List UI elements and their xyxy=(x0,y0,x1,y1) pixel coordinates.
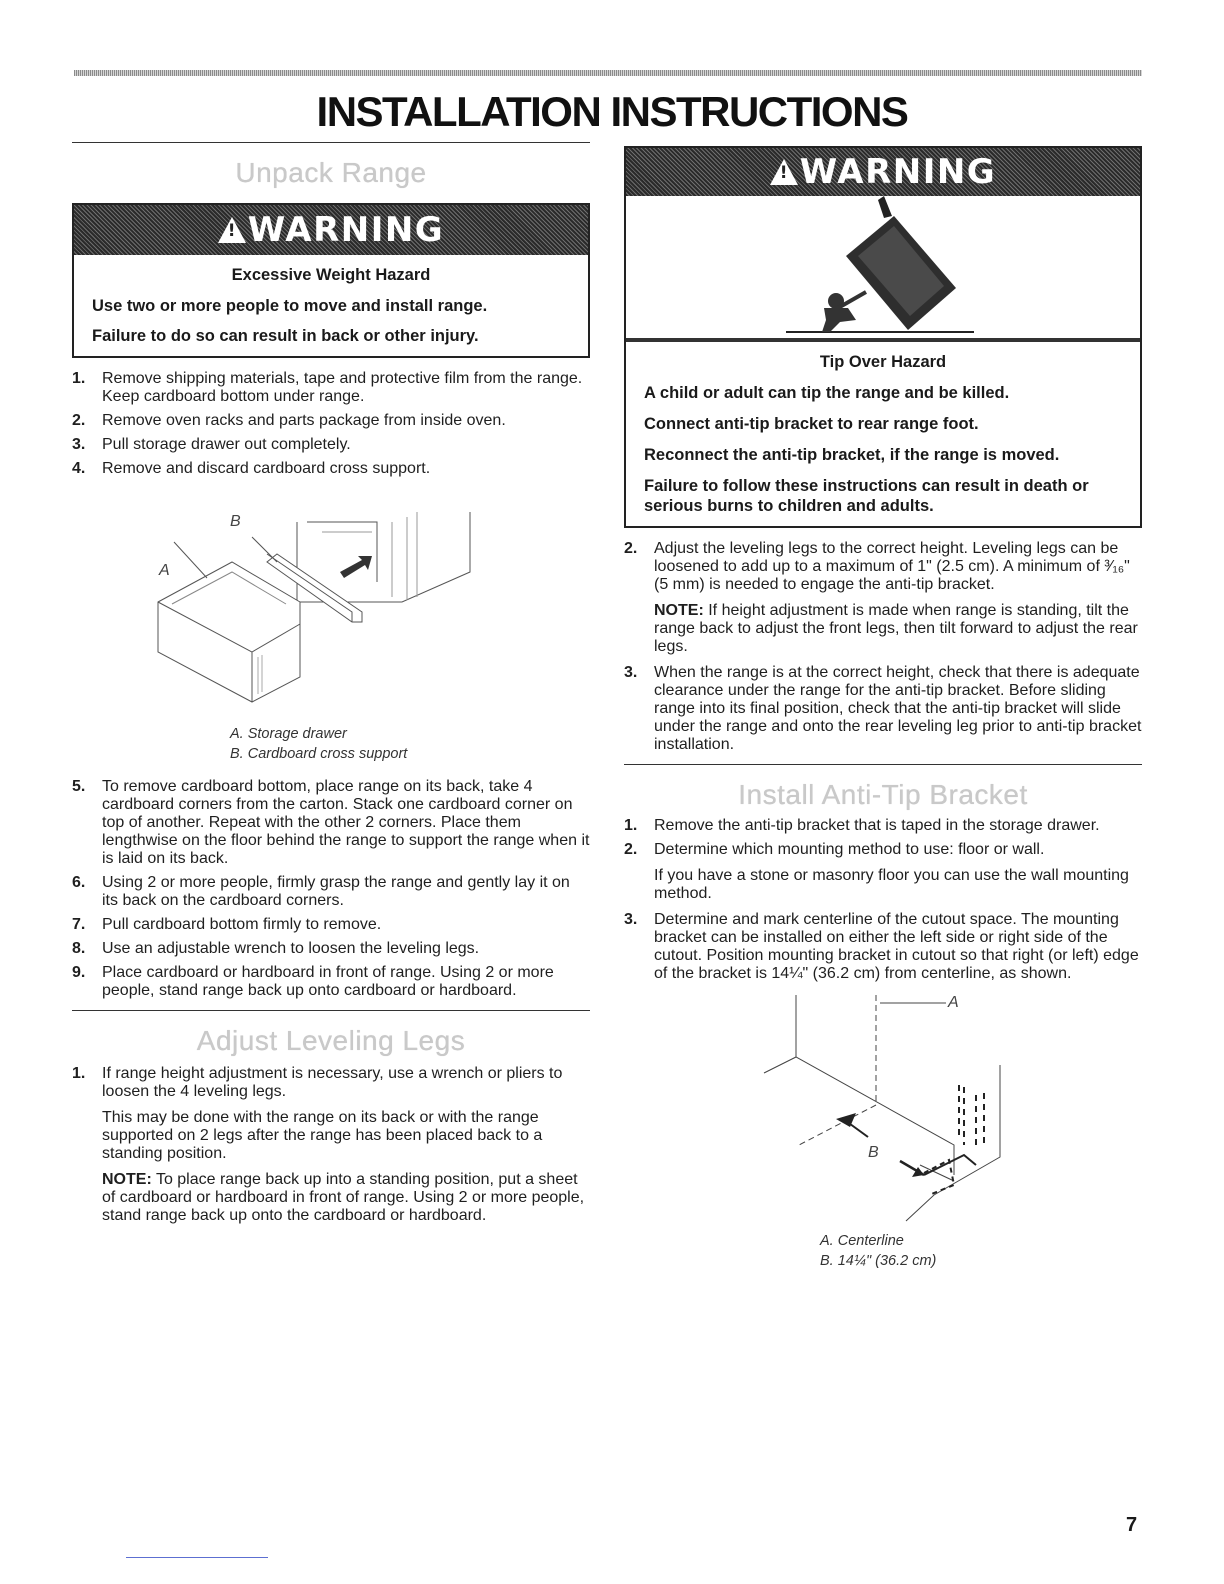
list-item: 7. Pull cardboard bottom firmly to remove. xyxy=(72,916,382,933)
caption-b: B. 14¼" (36.2 cm) xyxy=(820,1253,937,1269)
warning-header-label: WARNING xyxy=(799,152,997,192)
list-item: 1. If range height adjustment is necessary, use a wrench or pliers to loosen the 4 leveling legs. xyxy=(72,1065,563,1100)
leveling-steps-list xyxy=(624,540,1142,594)
figure-label-b: B xyxy=(868,1144,879,1161)
anti-tip-bracket-illustration xyxy=(624,995,1142,1227)
storage-drawer-caption xyxy=(230,724,590,764)
tip-over-illustration-area xyxy=(626,196,1140,342)
note-label: NOTE: xyxy=(654,602,704,619)
list-item: 2. Remove oven racks and parts package from inside oven. xyxy=(72,412,506,429)
list-item: 3. Determine and mark centerline of the cutout space. The mounting bracket can be installed on either the left side or right side of the cutout. Position mounting bracket in cutout so that right (or left) edge of the bracket is 14¼" (36.2 cm) from centerline, as shown. xyxy=(624,911,1139,982)
adjust-steps-list xyxy=(72,1065,590,1101)
figure-label-a: A xyxy=(948,995,959,1011)
section-divider xyxy=(72,1010,590,1011)
warning-header xyxy=(74,205,588,255)
note-text: To place range back up into a standing position, put a sheet of cardboard or hardboard in front of range. Using 2 or more people, stand range back up onto the cardboard or hardboard. xyxy=(102,1171,585,1224)
caption-a: A. Centerline xyxy=(820,1233,904,1249)
warning-body xyxy=(626,342,1140,526)
top-decorative-rule xyxy=(74,70,1142,76)
warning-line: Failure to follow these instructions can result in death or serious burns to children and adults. xyxy=(644,477,1089,515)
figure-label-b: B xyxy=(230,513,241,530)
weight-hazard-warning xyxy=(72,203,590,358)
warning-header-label: WARNING xyxy=(247,210,445,250)
left-column xyxy=(72,142,590,1225)
warning-header xyxy=(626,148,1140,196)
anti-tip-bracket-caption xyxy=(820,1231,1142,1271)
list-item: 2. Adjust the leveling legs to the correct height. Leveling legs can be loosened to add up to a maximum of 1" (2.5 cm). A minimum of ³⁄₁₆" (5 mm) is needed to engage the anti-tip bracket. xyxy=(624,540,1130,593)
arrow-icon xyxy=(340,556,372,578)
caption-a: A. Storage drawer xyxy=(230,726,347,742)
section-title-unpack-range: Unpack Range xyxy=(235,157,427,188)
hazard-title: Excessive Weight Hazard xyxy=(231,266,431,284)
tip-over-illustration xyxy=(626,196,1140,342)
tip-over-hazard-warning xyxy=(624,146,1142,528)
dimension-arrows xyxy=(836,1113,924,1177)
warning-triangle-icon xyxy=(770,159,798,185)
adjust-note xyxy=(102,1171,590,1225)
warning-body xyxy=(74,255,588,356)
note-label: NOTE: xyxy=(102,1171,152,1188)
list-item: 9. Place cardboard or hardboard in front of range. Using 2 or more people, stand range back up onto cardboard or hardboard. xyxy=(72,964,554,999)
anti-tip-paragraph: If you have a stone or masonry floor you can use the wall mounting method. xyxy=(654,867,1129,902)
anti-tip-bracket-figure xyxy=(624,995,1142,1227)
figure-label-a: A xyxy=(159,562,170,579)
list-item: 6. Using 2 or more people, firmly grasp the range and gently lay it on its back on the cardboard corners. xyxy=(72,874,570,909)
leveling-note xyxy=(654,602,1142,656)
section-divider xyxy=(72,142,590,143)
warning-line: Reconnect the anti-tip bracket, if the range is moved. xyxy=(644,446,1060,464)
caption-b: B. Cardboard cross support xyxy=(230,746,408,762)
unpack-steps-list xyxy=(72,370,590,478)
leveling-steps-list-continued xyxy=(624,664,1142,754)
list-item: 3. Pull storage drawer out completely. xyxy=(72,436,351,453)
list-item: 1. Remove the anti-tip bracket that is taped in the storage drawer. xyxy=(624,817,1100,834)
anti-tip-steps-list xyxy=(624,817,1142,859)
section-title-install-anti-tip-bracket: Install Anti-Tip Bracket xyxy=(738,779,1028,810)
warning-line: Use two or more people to move and install range. xyxy=(92,297,488,315)
note-text: If height adjustment is made when range is standing, tilt the range back to adjust the front legs, then tilt forward to adjust the rear legs. xyxy=(654,602,1138,655)
storage-drawer-illustration xyxy=(72,512,590,718)
warning-line: Failure to do so can result in back or other injury. xyxy=(92,327,479,345)
warning-line: A child or adult can tip the range and be killed. xyxy=(644,384,1010,402)
warning-triangle-icon xyxy=(218,217,246,243)
list-item: 1. Remove shipping materials, tape and protective film from the range. Keep cardboard bottom under range. xyxy=(72,370,583,405)
list-item: 4. Remove and discard cardboard cross support. xyxy=(72,460,431,477)
list-item: 3. When the range is at the correct height, check that there is adequate clearance under the range for the anti-tip bracket. Before sliding range into its final position, check that the anti-tip bracket will slide under the range and onto the rear leveling leg prior to anti-tip bracket installation. xyxy=(624,664,1142,753)
storage-drawer-figure xyxy=(72,512,590,718)
page-title: INSTALLATION INSTRUCTIONS xyxy=(316,88,908,135)
warning-line: Connect anti-tip bracket to rear range foot. xyxy=(644,415,979,433)
unpack-steps-list-continued xyxy=(72,778,590,1000)
section-divider xyxy=(624,764,1142,765)
section-title-adjust-leveling-legs: Adjust Leveling Legs xyxy=(196,1025,466,1056)
hazard-title: Tip Over Hazard xyxy=(819,353,947,371)
anti-tip-steps-list-continued xyxy=(624,911,1142,983)
list-item: 5. To remove cardboard bottom, place range on its back, take 4 cardboard corners from the carton. Stack one cardboard corner on top of another. Repeat with the other 2 corners. Place them lengthwise on the floor behind the range to support the range when it is laid on its back. xyxy=(72,778,590,867)
adjust-paragraph: This may be done with the range on its back or with the range supported on 2 legs after the range has been placed back to a standing position. xyxy=(102,1109,543,1162)
list-item: 8. Use an adjustable wrench to loosen the leveling legs. xyxy=(72,940,480,957)
footer-link-underline xyxy=(126,1557,268,1558)
list-item: 2. Determine which mounting method to use: floor or wall. xyxy=(624,841,1045,858)
right-column xyxy=(624,142,1142,1271)
page-number: 7 xyxy=(1126,1514,1138,1536)
bracket-shape xyxy=(924,1085,984,1195)
